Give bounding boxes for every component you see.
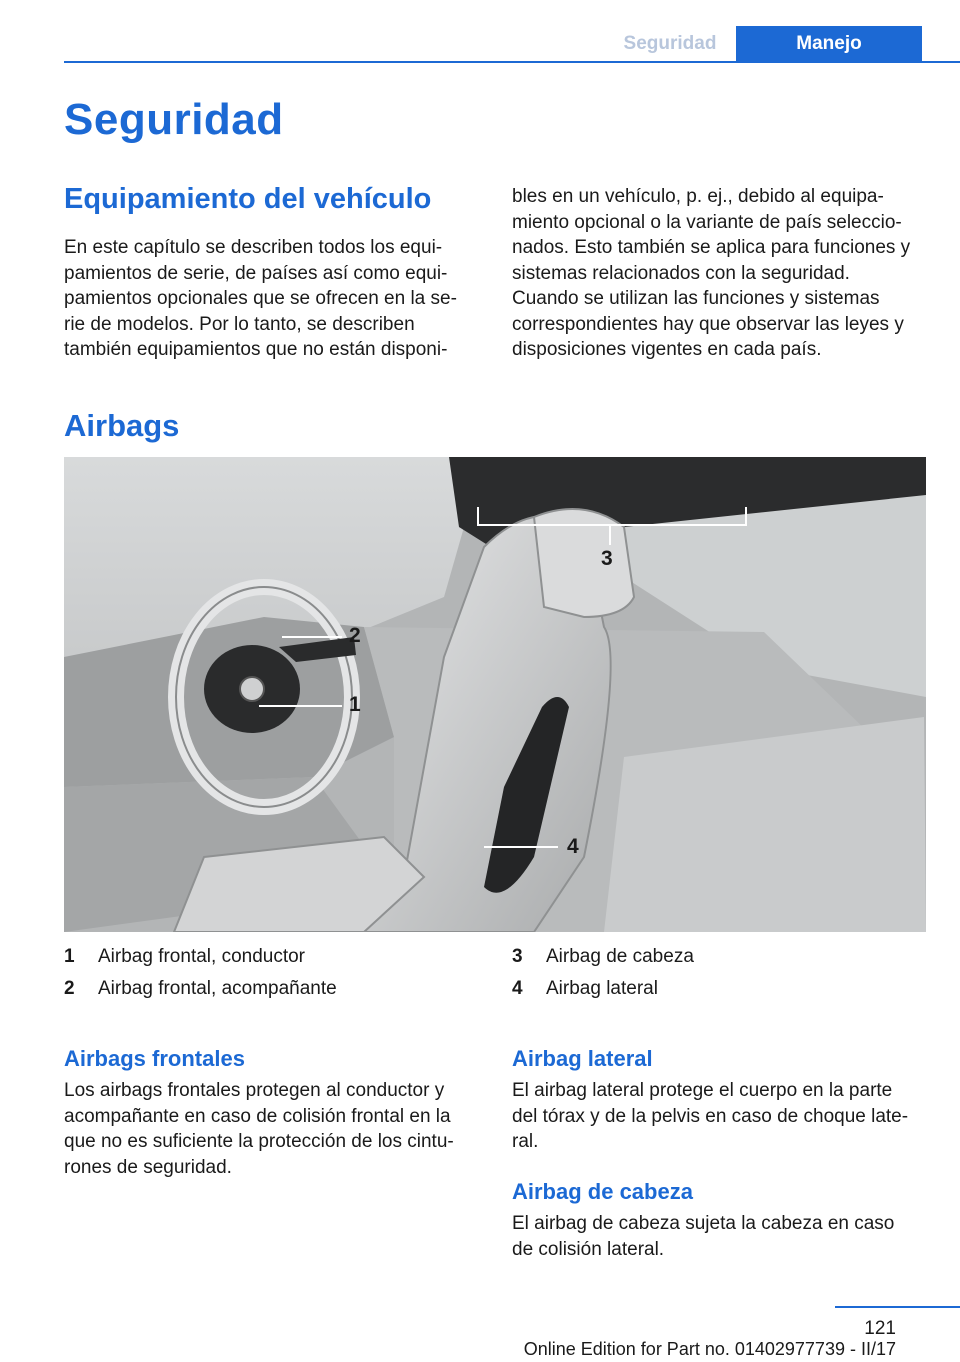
text-line: rie de modelos. Por lo tanto, se describen (64, 313, 415, 335)
legend-number: 4 (512, 978, 523, 999)
text-line: ral. (512, 1131, 539, 1152)
text-line: En este capítulo se describen todos los equi- (64, 237, 443, 258)
text-line: correspondientes hay que observar las leyes y (512, 313, 904, 335)
legend-text: Airbag frontal, acompañante (98, 978, 337, 999)
legend-number: 2 (64, 978, 75, 999)
callout-1: 1 (349, 693, 361, 716)
text-line: del tórax y de la pelvis en caso de choque late- (512, 1105, 909, 1127)
frontal-paragraph (64, 1078, 476, 1180)
section-heading-equipamiento: Equipamiento del vehículo (64, 183, 432, 215)
text-line: disposiciones vigentes en cada país. (512, 339, 822, 360)
text-line: nados. Esto también se aplica para funciones y (512, 237, 911, 258)
text-line: que no es suficiente la protección de los cintu- (64, 1131, 454, 1152)
legend-item (512, 973, 926, 1005)
section-heading-airbags: Airbags (64, 408, 180, 443)
legend-item (64, 941, 476, 973)
legend-number: 3 (512, 946, 523, 967)
legend-item (512, 941, 926, 973)
footer-rule (835, 1306, 960, 1308)
page-number: 121 (864, 1318, 896, 1339)
tab-manejo[interactable]: Manejo (736, 26, 922, 61)
text-line: acompañante en caso de colisión frontal en la (64, 1105, 451, 1127)
lateral-paragraph (512, 1078, 926, 1155)
callout-4: 4 (567, 835, 579, 858)
car-interior-drawing (64, 457, 926, 932)
text-line: miento opcional o la variante de país seleccio- (512, 211, 902, 233)
text-line: Los airbags frontales protegen al conductor y (64, 1080, 445, 1101)
edition-note: Online Edition for Part no. 01402977739 - II/17 (523, 1339, 896, 1359)
text-line: sistemas relacionados con la seguridad. (512, 262, 850, 284)
text-line: también equipamientos que no están disponi- (64, 339, 448, 360)
subheading-airbag-de-cabeza: Airbag de cabeza (512, 1179, 693, 1204)
legend-text: Airbag de cabeza (546, 946, 694, 967)
intro-left-paragraph (64, 235, 476, 363)
subheading-airbag-lateral: Airbag lateral (512, 1046, 653, 1071)
tab-seguridad[interactable]: Seguridad (623, 33, 717, 54)
legend-text: Airbag lateral (546, 978, 658, 999)
legend-number: 1 (64, 946, 75, 967)
airbag-illustration (64, 457, 926, 932)
text-line: El airbag de cabeza sujeta la cabeza en caso (512, 1213, 895, 1234)
legend-left (64, 941, 476, 1005)
subheading-airbags-frontales: Airbags frontales (64, 1046, 245, 1071)
callout-3: 3 (601, 547, 613, 570)
legend-item (64, 973, 476, 1005)
text-line: de colisión lateral. (512, 1238, 665, 1260)
cabeza-paragraph (512, 1211, 926, 1262)
page-title: Seguridad (64, 95, 284, 144)
callout-2: 2 (349, 624, 361, 647)
legend-right (512, 941, 926, 1005)
text-line: pamientos opcionales que se ofrecen en la se- (64, 288, 457, 309)
text-line: El airbag lateral protege el cuerpo en la parte (512, 1080, 893, 1101)
text-line: bles en un vehículo, p. ej., debido al equipa- (512, 186, 884, 207)
text-line: pamientos de serie, de países así como equi- (64, 262, 448, 284)
text-line: Cuando se utilizan las funciones y sistemas (512, 288, 880, 309)
intro-right-paragraph (512, 184, 926, 363)
header-rule (64, 61, 960, 63)
text-line: rones de seguridad. (64, 1156, 232, 1178)
legend-text: Airbag frontal, conductor (98, 946, 306, 967)
